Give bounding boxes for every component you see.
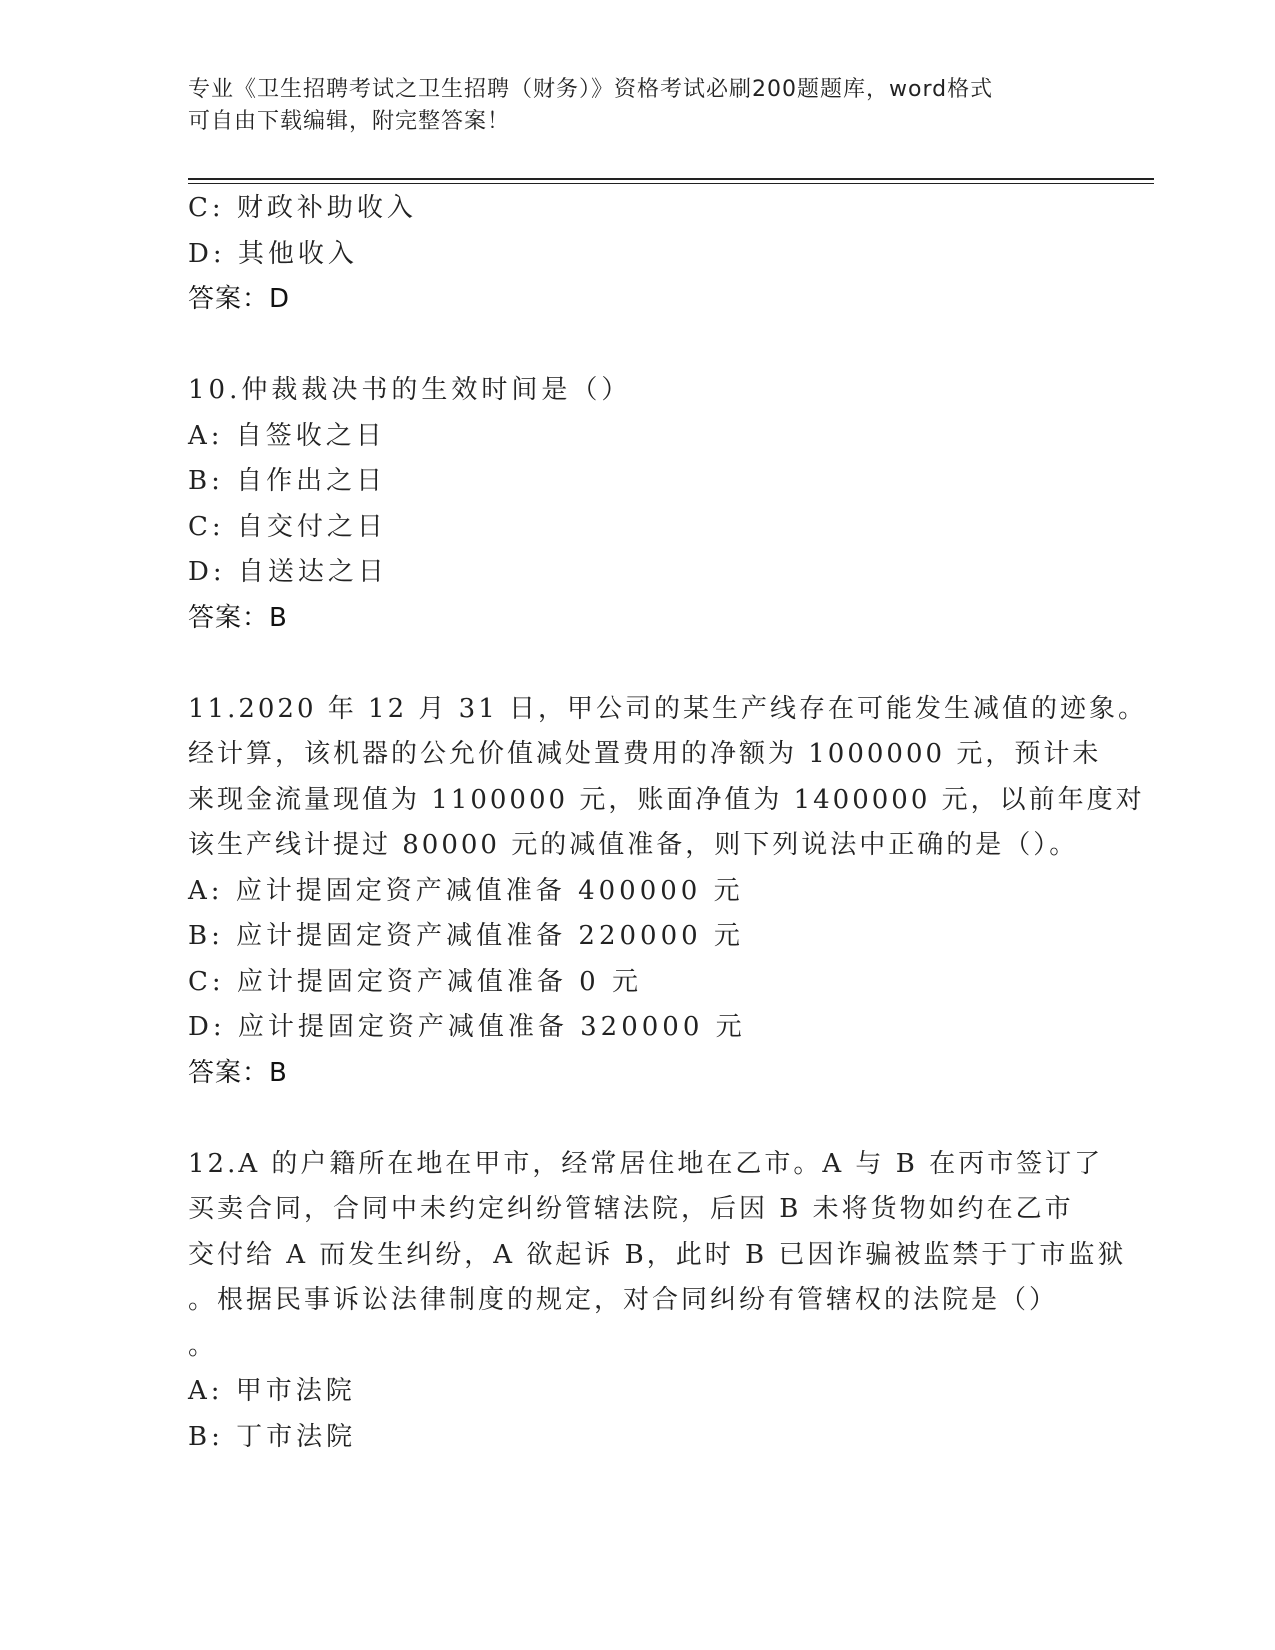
option-a: A: 甲市法院 [188, 1376, 356, 1406]
question-stem-line: 。根据民事诉讼法律制度的规定，对合同纠纷有管辖权的法院是（） [188, 1285, 1059, 1315]
option-b: B: 丁市法院 [188, 1421, 357, 1452]
option-d: D: 自送达之日 [188, 557, 388, 587]
question-stem-line: 。 [188, 1330, 218, 1361]
spacer [188, 323, 1088, 369]
header-divider-thick [188, 178, 1154, 180]
option-a: A: 应计提固定资产减值准备 400000 元 [188, 875, 744, 906]
question-stem-line: 12.A 的户籍所在地在甲市，经常居住地在乙市。A 与 B 在丙市签订了 [188, 1148, 1104, 1179]
option-c: C: 应计提固定资产减值准备 0 元 [188, 966, 642, 997]
document-header [188, 74, 1088, 138]
spacer [188, 641, 1088, 687]
question-stem-line: 11.2020 年 12 月 31 日，甲公司的某生产线存在可能发生减值的迹象。 [188, 693, 1148, 724]
option-a: A: 自签收之日 [188, 420, 386, 451]
header-title-line-2: 可自由下载编辑，附完整答案！ [188, 109, 511, 134]
question-stem [188, 687, 1148, 869]
option-b: B: 自作出之日 [188, 466, 387, 496]
answer-line: 答案：B [188, 602, 288, 633]
question-stem-line: 买卖合同，合同中未约定纠纷管辖法院，后因 B 未将货物如约在乙市 [188, 1194, 1074, 1224]
question-stem-line: 该生产线计提过 80000 元的减值准备，则下列说法中正确的是（）。 [188, 830, 1079, 860]
document-body [188, 186, 1148, 1460]
question-stem-line: 来现金流量现值为 1100000 元，账面净值为 1400000 元，以前年度对 [188, 784, 1145, 815]
question-11-block [188, 687, 1148, 1097]
spacer [188, 1096, 1088, 1142]
question-stem-line: 交付给 A 而发生纠纷，A 欲起诉 B，此时 B 已因诈骗被监禁于丁市监狱 [188, 1239, 1127, 1270]
option-b: B: 应计提固定资产减值准备 220000 元 [188, 921, 744, 951]
question-12-block [188, 1142, 1127, 1461]
option-d: D: 其他收入 [188, 238, 358, 269]
answer-line: 答案：D [188, 284, 291, 314]
question-10-block [188, 368, 1088, 641]
option-c: C: 财政补助收入 [188, 193, 417, 223]
question-stem: 10.仲裁裁决书的生效时间是（） [188, 375, 632, 405]
question-stem [188, 1142, 1127, 1370]
question-stem-line: 经计算，该机器的公允价值减处置费用的净额为 1000000 元，预计未 [188, 739, 1102, 769]
option-d: D: 应计提固定资产减值准备 320000 元 [188, 1012, 746, 1042]
answer-line: 答案：B [188, 1057, 288, 1088]
header-divider-thin [188, 183, 1154, 184]
question-9-block [188, 186, 1088, 323]
option-c: C: 自交付之日 [188, 511, 387, 542]
header-title-line-1: 专业《卫生招聘考试之卫生招聘（财务）》资格考试必刷200题题库，word格式 [188, 77, 994, 102]
